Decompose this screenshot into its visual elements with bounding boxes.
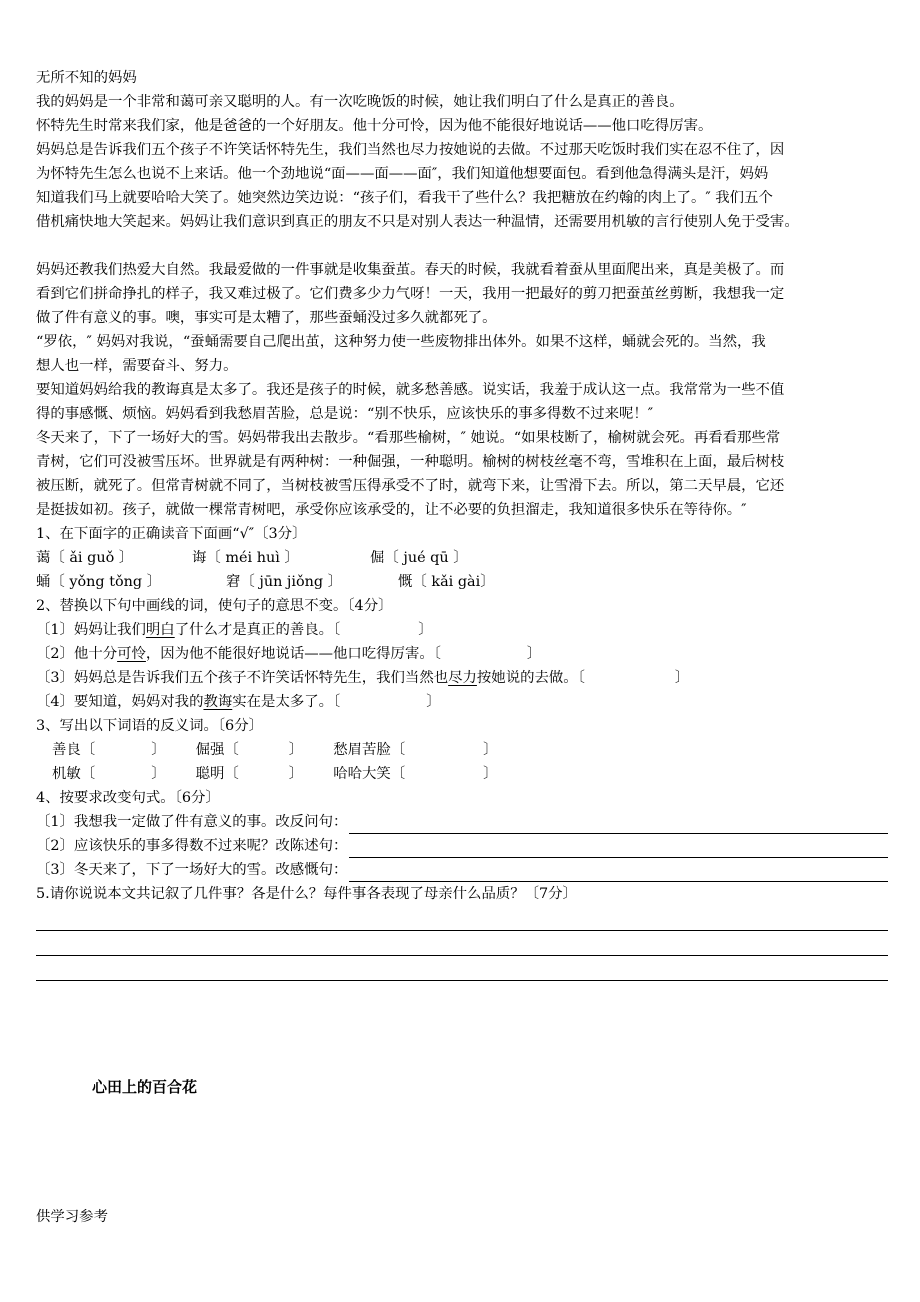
bracket-close: 〕: [151, 766, 166, 782]
item-text: 实在是太多了。〔: [232, 694, 341, 710]
question-4-title: 4、按要求改变句式。〔6分〕: [36, 790, 220, 806]
pinyin-option[interactable]: 诲〔 méi huì 〕: [192, 550, 299, 566]
antonym-word: 倔强〔: [195, 742, 239, 758]
text-line: 青树，它们可没被雪压坏。世界就是有两种树：一种倔强，一种聪明。榆树的树枝丝毫不弯，雪堆积在上面，最后树枝: [36, 454, 785, 470]
text-line: “罗依，″ 妈妈对我说，“蚕蛹需要自己爬出茧，这种努力使一些废物排出体外。如果不这样，蛹就会死的。当然，我: [36, 334, 766, 350]
bracket-close: 〕: [483, 742, 498, 758]
question-5-title: 5.请你说说本文共记叙了几件事？各是什么？每件事各表现了母亲什么品质？〔7分〕: [36, 886, 577, 902]
next-article-title: 心田上的百合花: [92, 1078, 198, 1096]
pinyin-option[interactable]: 蔼〔 ǎi guǒ 〕: [36, 550, 134, 566]
question-2-title: 2、替换以下句中画线的词，使句子的意思不变。〔4分〕: [36, 598, 393, 614]
antonym-word: 善良〔: [52, 742, 96, 758]
text-line: 借机痛快地大笑起来。妈妈让我们意识到真正的朋友不只是对别人表达一种温情，还需要用机敏的言行使别人免于受害。: [36, 214, 799, 230]
bracket-close: 〕: [288, 766, 304, 782]
text-line: 要知道妈妈给我的教诲真是太多了。我还是孩子的时候，就多愁善感。说实话，我羞于成认这一点。我常常为一些不值: [36, 382, 785, 398]
item-text: 〔4〕要知道，妈妈对我的: [36, 694, 204, 710]
question-1-title: 1、在下面字的正确读音下面画“√″〔3分〕: [36, 526, 307, 542]
story-title: 无所不知的妈妈: [36, 70, 137, 86]
text-line: 想人也一样，需要奋斗、努力。: [36, 358, 238, 374]
item-text: 〔3〕冬天来了，下了一场好大的雪。改感慨句：: [36, 862, 348, 878]
antonym-word: 聪明〔: [195, 766, 239, 782]
text-line: 得的事感慨、烦恼。妈妈看到我愁眉苦脸，总是说：“别不快乐，应该快乐的事多得数不过来呢！″: [36, 406, 654, 422]
bracket-close: 〕: [526, 646, 542, 662]
bracket-close: 〕: [151, 742, 166, 758]
antonym-word: 愁眉苦脸〔: [333, 742, 406, 758]
text-line: 妈妈还教我们热爱大自然。我最爱做的一件事就是收集蚕茧。春天的时候，我就看着蚕从里面爬出来，真是美极了。而: [36, 262, 785, 278]
antonym-word: 机敏〔: [52, 766, 96, 782]
text-line: 知道我们马上就要哈哈大笑了。她突然边笑边说：“孩子们，看我干了些什么？我把糖放在约翰的肉上了。″ 我们五个: [36, 190, 773, 206]
text-line: 看到它们拼命挣扎的样子，我又难过极了。它们费多少力气呀！一天，我用一把最好的剪刀把蚕茧丝剪断，我想我一定: [36, 286, 785, 302]
page-footer: 供学习参考: [36, 1209, 108, 1225]
question-1-row-1: [36, 546, 888, 570]
underlined-word: 尽力: [448, 670, 477, 686]
question-4-item-3: [36, 858, 888, 882]
question-2-item-3: [36, 666, 888, 690]
bracket-close: 〕: [426, 694, 441, 710]
pinyin-option[interactable]: 慨〔 kǎi gài〕: [398, 574, 495, 590]
question-2-item-1: [36, 618, 888, 642]
text-line: 是挺拔如初。孩子，就做一棵常青树吧，承受你应该承受的，让不必要的负担溜走，我知道很多快乐在等待你。″: [36, 502, 747, 518]
text-line: 为怀特先生怎么也说不上来话。他一个劲地说“面——面——面″，我们知道他想要面包。看到他急得满头是汗，妈妈: [36, 166, 769, 182]
text-line: 被压断，就死了。但常青树就不同了，当树枝被雪压得承受不了时，就弯下来，让雪滑下去。所以，第二天早晨，它还: [36, 478, 785, 494]
item-text: 〔3〕妈妈总是告诉我们五个孩子不许笑话怀特先生，我们当然也: [36, 670, 449, 686]
answer-line[interactable]: [36, 906, 888, 931]
answer-line[interactable]: [36, 931, 888, 956]
item-text: 〔2〕他十分: [36, 646, 118, 662]
question-2-item-2: [36, 642, 888, 666]
answer-line[interactable]: [349, 840, 888, 858]
question-3-title: 3、写出以下词语的反义词。〔6分〕: [36, 718, 263, 734]
answer-line[interactable]: [349, 816, 888, 834]
underlined-word: 教诲: [203, 694, 233, 710]
story-paragraph-1: [36, 90, 888, 234]
text-line: 冬天来了，下了一场好大的雪。妈妈带我出去散步。“看那些榆树，″ 她说。“如果枝断了，榆树就会死。再看看那些常: [36, 430, 781, 446]
answer-line[interactable]: [36, 956, 888, 981]
text-line: 我的妈妈是一个非常和蔼可亲又聪明的人。有一次吃晚饭的时候，她让我们明白了什么是真正的善良。: [36, 94, 684, 110]
underlined-word: 明白: [145, 622, 175, 638]
text-line: 妈妈总是告诉我们五个孩子不许笑话怀特先生，我们当然也尽力按她说的去做。不过那天吃饭时我们实在忍不住了，因: [36, 142, 785, 158]
text-line: 怀特先生时常来我们家，他是爸爸的一个好朋友。他十分可怜，因为他不能很好地说话——他口吃得厉害。: [36, 118, 713, 134]
item-text: 按她说的去做。〔: [476, 670, 585, 686]
item-text: ，因为他不能很好地说话——他口吃得厉害。〔: [145, 646, 441, 662]
item-text: 〔2〕应该快乐的事多得数不过来呢？改陈述句：: [36, 838, 348, 854]
question-3-row-2: [36, 762, 888, 786]
pinyin-option[interactable]: 蛹〔 yǒng tǒng 〕: [36, 574, 162, 590]
document-body: [36, 66, 888, 981]
bracket-close: 〕: [483, 766, 498, 782]
pinyin-option[interactable]: 窘〔 jūn jiǒng 〕: [226, 574, 343, 590]
answer-line[interactable]: [349, 864, 888, 882]
underlined-word: 可怜: [117, 646, 146, 662]
bracket-close: 〕: [418, 622, 433, 638]
question-3-row-1: [36, 738, 888, 762]
bracket-close: 〕: [674, 670, 690, 686]
question-4-item-2: [36, 834, 888, 858]
question-1-row-2: [36, 570, 888, 594]
item-text: 了什么才是真正的善良。〔: [174, 622, 341, 638]
item-text: 〔1〕我想我一定做了件有意义的事。改反问句：: [36, 814, 348, 830]
paragraph-gap: [36, 234, 888, 258]
story-paragraph-2: [36, 258, 888, 522]
question-4-item-1: [36, 810, 888, 834]
text-line: 做了件有意义的事。噢，事实可是太糟了，那些蚕蛹没过多久就都死了。: [36, 310, 497, 326]
antonym-word: 哈哈大笑〔: [333, 766, 406, 782]
pinyin-option[interactable]: 倔〔 jué qū 〕: [370, 550, 468, 566]
bracket-close: 〕: [288, 742, 304, 758]
question-2-item-4: [36, 690, 888, 714]
item-text: 〔1〕妈妈让我们: [36, 622, 146, 638]
